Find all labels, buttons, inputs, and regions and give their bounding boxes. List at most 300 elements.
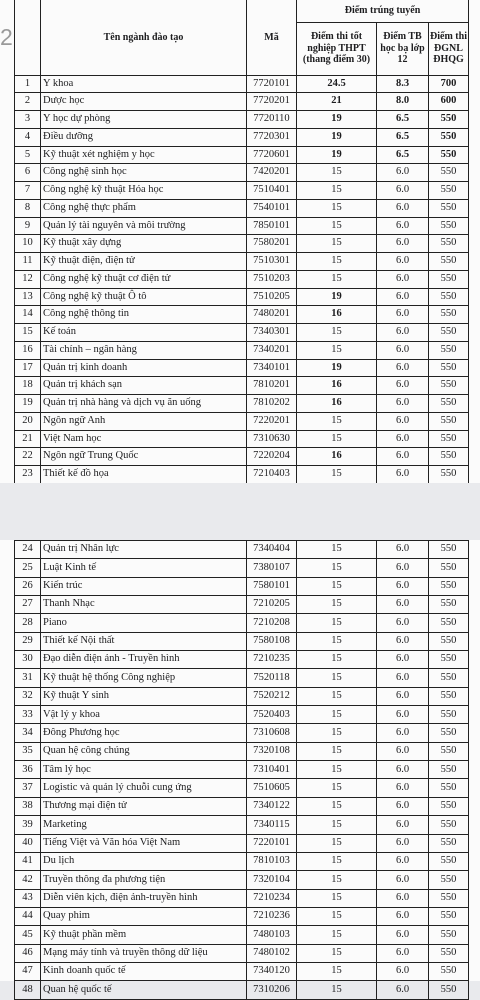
col-header-dgnl: Điểm thi ĐGNL ĐHQG — [429, 22, 469, 75]
row-number: 25 — [15, 559, 41, 577]
thpt-score: 15 — [297, 962, 377, 980]
row-number: 15 — [15, 324, 41, 342]
dgnl-score: 550 — [429, 128, 469, 146]
major-code: 7510401 — [247, 182, 297, 200]
row-number: 10 — [15, 235, 41, 253]
row-number: 3 — [15, 111, 41, 129]
thpt-score: 15 — [297, 852, 377, 870]
thpt-score: 15 — [297, 199, 377, 217]
thpt-score: 15 — [297, 834, 377, 852]
dgnl-score: 550 — [429, 288, 469, 306]
major-code: 7340101 — [247, 359, 297, 377]
hocba-score: 6.0 — [377, 559, 429, 577]
table-row — [15, 559, 469, 577]
table-row — [15, 306, 469, 324]
major-code: 7810201 — [247, 377, 297, 395]
table-row — [15, 687, 469, 705]
dgnl-score: 550 — [429, 632, 469, 650]
major-name: Kỹ thuật Y sinh — [41, 687, 247, 705]
row-number: 7 — [15, 182, 41, 200]
col-header-code: Mã — [247, 0, 297, 75]
thpt-score: 19 — [297, 111, 377, 129]
row-number: 30 — [15, 651, 41, 669]
thpt-score: 15 — [297, 217, 377, 235]
hocba-score: 6.0 — [377, 871, 429, 889]
dgnl-score: 550 — [429, 111, 469, 129]
document-page-1 — [0, 0, 480, 483]
major-name: Đông Phương học — [41, 724, 247, 742]
dgnl-score: 550 — [429, 430, 469, 448]
major-code: 7420201 — [247, 164, 297, 182]
row-number: 4 — [15, 128, 41, 146]
table-row — [15, 377, 469, 395]
major-code: 7340120 — [247, 962, 297, 980]
hocba-score: 6.0 — [377, 377, 429, 395]
row-number: 37 — [15, 779, 41, 797]
major-code: 7210208 — [247, 614, 297, 632]
major-name: Điều dưỡng — [41, 128, 247, 146]
hocba-score: 6.0 — [377, 341, 429, 359]
row-number: 26 — [15, 577, 41, 595]
dgnl-score: 550 — [429, 324, 469, 342]
row-number: 45 — [15, 926, 41, 944]
major-name: Thiết kế đồ họa — [41, 466, 247, 484]
hocba-score: 8.3 — [377, 75, 429, 93]
row-number: 34 — [15, 724, 41, 742]
major-name: Kỹ thuật điện, điện tử — [41, 253, 247, 271]
thpt-score: 15 — [297, 907, 377, 925]
table-row — [15, 779, 469, 797]
major-name: Tiếng Việt và Văn hóa Việt Nam — [41, 834, 247, 852]
thpt-score: 15 — [297, 632, 377, 650]
major-name: Y học dự phòng — [41, 111, 247, 129]
major-code: 7580101 — [247, 577, 297, 595]
table-row — [15, 724, 469, 742]
thpt-score: 16 — [297, 306, 377, 324]
major-code: 7810202 — [247, 395, 297, 413]
table-row — [15, 466, 469, 484]
table-row — [15, 430, 469, 448]
major-code: 7220101 — [247, 834, 297, 852]
hocba-score: 6.0 — [377, 270, 429, 288]
page-marker: 2 — [0, 24, 13, 50]
table-row — [15, 962, 469, 980]
major-code: 7540101 — [247, 199, 297, 217]
hocba-score: 6.0 — [377, 651, 429, 669]
table-row — [15, 742, 469, 760]
table-row — [15, 111, 469, 129]
table-row — [15, 324, 469, 342]
major-name: Công nghệ thực phẩm — [41, 199, 247, 217]
hocba-score: 6.0 — [377, 742, 429, 760]
dgnl-score: 550 — [429, 687, 469, 705]
row-number: 41 — [15, 852, 41, 870]
major-code: 7520403 — [247, 706, 297, 724]
hocba-score: 6.0 — [377, 412, 429, 430]
thpt-score: 19 — [297, 288, 377, 306]
row-number: 28 — [15, 614, 41, 632]
table-row — [15, 577, 469, 595]
dgnl-score: 550 — [429, 962, 469, 980]
major-code: 7340122 — [247, 797, 297, 815]
thpt-score: 15 — [297, 577, 377, 595]
admission-table-part-2 — [14, 540, 469, 1000]
major-name: Quan hệ quốc tế — [41, 981, 247, 999]
major-code: 7220204 — [247, 448, 297, 466]
dgnl-score: 550 — [429, 669, 469, 687]
hocba-score: 6.0 — [377, 306, 429, 324]
dgnl-score: 550 — [429, 614, 469, 632]
hocba-score: 6.0 — [377, 981, 429, 999]
major-code: 7210205 — [247, 596, 297, 614]
major-name: Du lịch — [41, 852, 247, 870]
major-name: Kỹ thuật hệ thống Công nghiệp — [41, 669, 247, 687]
hocba-score: 6.0 — [377, 761, 429, 779]
row-number: 21 — [15, 430, 41, 448]
thpt-score: 15 — [297, 742, 377, 760]
major-name: Quan hệ công chúng — [41, 742, 247, 760]
major-code: 7210234 — [247, 889, 297, 907]
dgnl-score: 550 — [429, 270, 469, 288]
thpt-score: 15 — [297, 889, 377, 907]
dgnl-score: 550 — [429, 779, 469, 797]
hocba-score: 6.5 — [377, 128, 429, 146]
dgnl-score: 550 — [429, 907, 469, 925]
row-number: 17 — [15, 359, 41, 377]
thpt-score: 15 — [297, 871, 377, 889]
hocba-score: 6.0 — [377, 706, 429, 724]
major-name: Vật lý y khoa — [41, 706, 247, 724]
major-code: 7210235 — [247, 651, 297, 669]
table-row — [15, 541, 469, 559]
hocba-score: 6.0 — [377, 724, 429, 742]
dgnl-score: 550 — [429, 651, 469, 669]
table-row — [15, 706, 469, 724]
major-name: Ngôn ngữ Anh — [41, 412, 247, 430]
major-code: 7520118 — [247, 669, 297, 687]
row-number: 2 — [15, 93, 41, 111]
hocba-score: 6.0 — [377, 596, 429, 614]
thpt-score: 15 — [297, 779, 377, 797]
row-number: 40 — [15, 834, 41, 852]
hocba-score: 6.0 — [377, 430, 429, 448]
major-name: Kinh doanh quốc tế — [41, 962, 247, 980]
table-body-part-2 — [15, 541, 469, 1000]
row-number: 33 — [15, 706, 41, 724]
dgnl-score: 550 — [429, 235, 469, 253]
major-code: 7340115 — [247, 816, 297, 834]
thpt-score: 19 — [297, 128, 377, 146]
row-number: 38 — [15, 797, 41, 815]
major-name: Quay phim — [41, 907, 247, 925]
thpt-score: 15 — [297, 944, 377, 962]
page-gap — [0, 483, 480, 540]
thpt-score: 15 — [297, 706, 377, 724]
hocba-score: 6.0 — [377, 235, 429, 253]
dgnl-score: 700 — [429, 75, 469, 93]
dgnl-score: 550 — [429, 541, 469, 559]
major-name: Quản trị kinh doanh — [41, 359, 247, 377]
table-row — [15, 128, 469, 146]
hocba-score: 6.0 — [377, 889, 429, 907]
row-number: 6 — [15, 164, 41, 182]
major-code: 7320104 — [247, 871, 297, 889]
major-name: Kỹ thuật phần mềm — [41, 926, 247, 944]
row-number: 32 — [15, 687, 41, 705]
hocba-score: 6.0 — [377, 797, 429, 815]
table-row — [15, 270, 469, 288]
major-code: 7310401 — [247, 761, 297, 779]
major-code: 7480201 — [247, 306, 297, 324]
dgnl-score: 550 — [429, 359, 469, 377]
dgnl-score: 550 — [429, 761, 469, 779]
thpt-score: 15 — [297, 724, 377, 742]
thpt-score: 15 — [297, 816, 377, 834]
thpt-score: 15 — [297, 341, 377, 359]
thpt-score: 15 — [297, 981, 377, 999]
table-row — [15, 614, 469, 632]
table-row — [15, 395, 469, 413]
table-row — [15, 761, 469, 779]
major-code: 7310630 — [247, 430, 297, 448]
thpt-score: 16 — [297, 448, 377, 466]
major-name: Công nghệ kỹ thuật Hóa học — [41, 182, 247, 200]
table-row — [15, 834, 469, 852]
thpt-score: 15 — [297, 926, 377, 944]
major-code: 7720110 — [247, 111, 297, 129]
table-row — [15, 944, 469, 962]
dgnl-score: 550 — [429, 944, 469, 962]
dgnl-score: 550 — [429, 466, 469, 484]
table-row — [15, 981, 469, 999]
row-number: 14 — [15, 306, 41, 324]
hocba-score: 6.0 — [377, 669, 429, 687]
table-row — [15, 217, 469, 235]
table-row — [15, 359, 469, 377]
major-code: 7210236 — [247, 907, 297, 925]
hocba-score: 6.0 — [377, 907, 429, 925]
hocba-score: 6.0 — [377, 466, 429, 484]
hocba-score: 6.0 — [377, 962, 429, 980]
major-name: Marketing — [41, 816, 247, 834]
thpt-score: 21 — [297, 93, 377, 111]
row-number: 29 — [15, 632, 41, 650]
major-name: Thương mại điện tử — [41, 797, 247, 815]
dgnl-score: 550 — [429, 852, 469, 870]
table-row — [15, 341, 469, 359]
major-name: Thanh Nhạc — [41, 596, 247, 614]
table-row — [15, 926, 469, 944]
hocba-score: 8.0 — [377, 93, 429, 111]
major-code: 7720301 — [247, 128, 297, 146]
row-number: 18 — [15, 377, 41, 395]
table-row — [15, 797, 469, 815]
row-number: 24 — [15, 541, 41, 559]
dgnl-score: 550 — [429, 889, 469, 907]
table-row — [15, 199, 469, 217]
row-number: 5 — [15, 146, 41, 164]
row-number: 36 — [15, 761, 41, 779]
major-name: Quản trị khách sạn — [41, 377, 247, 395]
row-number: 48 — [15, 981, 41, 999]
hocba-score: 6.0 — [377, 926, 429, 944]
major-code: 7520212 — [247, 687, 297, 705]
dgnl-score: 550 — [429, 146, 469, 164]
hocba-score: 6.0 — [377, 253, 429, 271]
thpt-score: 15 — [297, 669, 377, 687]
dgnl-score: 550 — [429, 341, 469, 359]
hocba-score: 6.0 — [377, 687, 429, 705]
dgnl-score: 600 — [429, 93, 469, 111]
thpt-score: 15 — [297, 253, 377, 271]
table-row — [15, 651, 469, 669]
dgnl-score: 550 — [429, 395, 469, 413]
table-row — [15, 235, 469, 253]
major-code: 7210403 — [247, 466, 297, 484]
dgnl-score: 550 — [429, 306, 469, 324]
hocba-score: 6.0 — [377, 359, 429, 377]
dgnl-score: 550 — [429, 724, 469, 742]
row-number: 46 — [15, 944, 41, 962]
dgnl-score: 550 — [429, 871, 469, 889]
major-code: 7310206 — [247, 981, 297, 999]
hocba-score: 6.0 — [377, 541, 429, 559]
table-row — [15, 412, 469, 430]
major-code: 7320108 — [247, 742, 297, 760]
major-name: Quản trị nhà hàng và dịch vụ ăn uống — [41, 395, 247, 413]
thpt-score: 15 — [297, 559, 377, 577]
thpt-score: 15 — [297, 541, 377, 559]
table-row — [15, 448, 469, 466]
dgnl-score: 550 — [429, 559, 469, 577]
row-number: 39 — [15, 816, 41, 834]
major-name: Truyền thông đa phương tiện — [41, 871, 247, 889]
row-number: 27 — [15, 596, 41, 614]
row-number: 22 — [15, 448, 41, 466]
dgnl-score: 550 — [429, 448, 469, 466]
thpt-score: 15 — [297, 430, 377, 448]
major-name: Diễn viên kịch, điện ảnh-truyền hình — [41, 889, 247, 907]
thpt-score: 15 — [297, 235, 377, 253]
major-name: Tâm lý học — [41, 761, 247, 779]
major-name: Ngôn ngữ Trung Quốc — [41, 448, 247, 466]
dgnl-score: 550 — [429, 164, 469, 182]
table-row — [15, 852, 469, 870]
dgnl-score: 550 — [429, 253, 469, 271]
major-code: 7380107 — [247, 559, 297, 577]
major-name: Đạo diễn điện ảnh - Truyền hình — [41, 651, 247, 669]
row-number: 44 — [15, 907, 41, 925]
table-row — [15, 889, 469, 907]
major-name: Kiến trúc — [41, 577, 247, 595]
row-number: 8 — [15, 199, 41, 217]
major-name: Công nghệ kỹ thuật cơ điện tử — [41, 270, 247, 288]
major-name: Tài chính – ngân hàng — [41, 341, 247, 359]
major-code: 7480103 — [247, 926, 297, 944]
row-number: 1 — [15, 75, 41, 93]
thpt-score: 15 — [297, 164, 377, 182]
thpt-score: 15 — [297, 182, 377, 200]
thpt-score: 19 — [297, 359, 377, 377]
major-name: Luật Kinh tế — [41, 559, 247, 577]
dgnl-score: 550 — [429, 834, 469, 852]
thpt-score: 15 — [297, 687, 377, 705]
table-row — [15, 75, 469, 93]
major-code: 7810103 — [247, 852, 297, 870]
major-code: 7580108 — [247, 632, 297, 650]
thpt-score: 15 — [297, 412, 377, 430]
row-number: 35 — [15, 742, 41, 760]
major-name: Quản lý tài nguyên và môi trường — [41, 217, 247, 235]
hocba-score: 6.0 — [377, 288, 429, 306]
major-code: 7340201 — [247, 341, 297, 359]
major-name: Thiết kế Nội thất — [41, 632, 247, 650]
thpt-score: 19 — [297, 146, 377, 164]
row-number: 47 — [15, 962, 41, 980]
major-code: 7850101 — [247, 217, 297, 235]
table-body-part-1 — [15, 75, 469, 483]
hocba-score: 6.0 — [377, 182, 429, 200]
major-code: 7720601 — [247, 146, 297, 164]
thpt-score: 16 — [297, 395, 377, 413]
hocba-score: 6.0 — [377, 324, 429, 342]
dgnl-score: 550 — [429, 577, 469, 595]
thpt-score: 15 — [297, 761, 377, 779]
thpt-score: 15 — [297, 797, 377, 815]
thpt-score: 24.5 — [297, 75, 377, 93]
dgnl-score: 550 — [429, 412, 469, 430]
row-number: 19 — [15, 395, 41, 413]
major-code: 7310608 — [247, 724, 297, 742]
hocba-score: 6.0 — [377, 779, 429, 797]
hocba-score: 6.0 — [377, 614, 429, 632]
hocba-score: 6.0 — [377, 395, 429, 413]
major-name: Kế toán — [41, 324, 247, 342]
dgnl-score: 550 — [429, 596, 469, 614]
major-code: 7580201 — [247, 235, 297, 253]
table-row — [15, 288, 469, 306]
thpt-score: 15 — [297, 466, 377, 484]
hocba-score: 6.0 — [377, 448, 429, 466]
hocba-score: 6.5 — [377, 146, 429, 164]
major-name: Công nghệ kỹ thuật Ô tô — [41, 288, 247, 306]
table-row — [15, 93, 469, 111]
group-header-scores: Điểm trúng tuyển — [297, 0, 469, 22]
row-number: 43 — [15, 889, 41, 907]
major-name: Y khoa — [41, 75, 247, 93]
major-name: Kỹ thuật xét nghiệm y học — [41, 146, 247, 164]
row-number: 16 — [15, 341, 41, 359]
document-page-2 — [0, 540, 480, 995]
table-row — [15, 907, 469, 925]
row-number: 31 — [15, 669, 41, 687]
major-name: Piano — [41, 614, 247, 632]
major-code: 7340301 — [247, 324, 297, 342]
major-name: Công nghệ thông tin — [41, 306, 247, 324]
major-code: 7510203 — [247, 270, 297, 288]
major-name: Việt Nam học — [41, 430, 247, 448]
table-row — [15, 146, 469, 164]
table-row — [15, 871, 469, 889]
thpt-score: 15 — [297, 270, 377, 288]
dgnl-score: 550 — [429, 981, 469, 999]
hocba-score: 6.0 — [377, 632, 429, 650]
dgnl-score: 550 — [429, 182, 469, 200]
table-row — [15, 253, 469, 271]
hocba-score: 6.0 — [377, 577, 429, 595]
dgnl-score: 550 — [429, 706, 469, 724]
row-number: 13 — [15, 288, 41, 306]
